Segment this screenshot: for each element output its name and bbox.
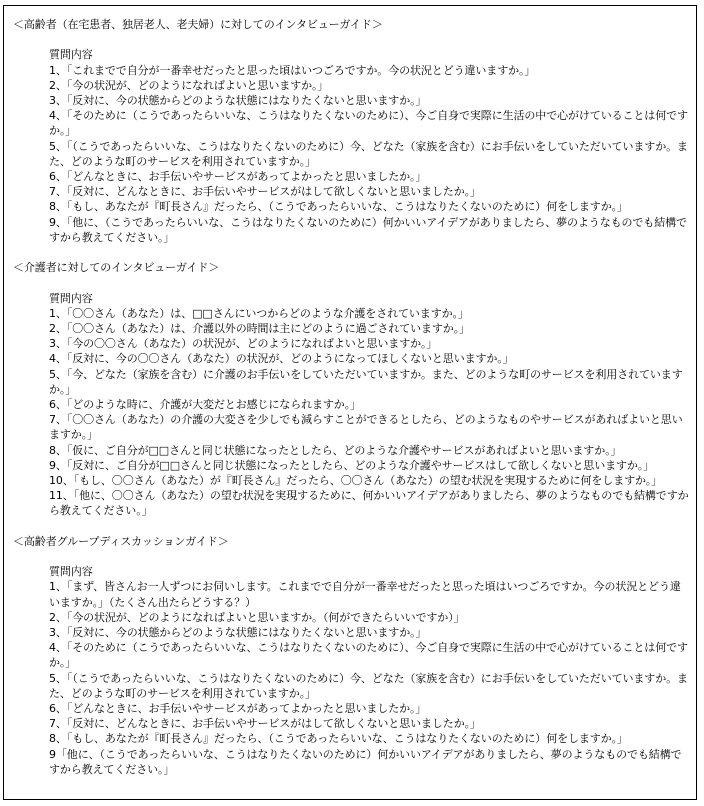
document-content bbox=[13, 17, 691, 777]
document-frame bbox=[3, 5, 697, 800]
section-heading: ＜介護者に対してのインタビューガイド＞ bbox=[13, 261, 220, 275]
question-item bbox=[13, 443, 691, 458]
question-number: 5、 bbox=[49, 367, 67, 381]
question-number: 9、 bbox=[49, 215, 67, 229]
question-item bbox=[13, 458, 691, 473]
question-item bbox=[13, 640, 691, 670]
question-item bbox=[13, 701, 691, 716]
section-elderly-group-discussion-guide bbox=[13, 534, 691, 777]
question-number: 1、 bbox=[49, 306, 67, 320]
question-text: 「どんなときに、お手伝いやサービスがあってよかったと思いましたか。」 bbox=[66, 702, 427, 716]
question-text: 「そのために（こうであったらいいな、こうはなりたくないのために）、今ご自身で実際に生活の中で心がけていることは何ですか。」 bbox=[49, 641, 688, 670]
question-item bbox=[13, 184, 691, 199]
question-item bbox=[13, 215, 691, 245]
question-number: 2、 bbox=[49, 610, 67, 624]
question-number: 7、 bbox=[49, 413, 67, 427]
question-text: 「今、どなた（家族を含む）に介護のお手伝いをしていただいていますか。また、どのような町のサービスを利用されていますか。」 bbox=[49, 367, 683, 396]
question-number: 6、 bbox=[49, 702, 67, 716]
question-text: 「他に、（こうであったらいいな、こうはなりたくないのために）何かいいアイデアがありましたら、夢のようなものでも結構ですから教えてください。」 bbox=[49, 747, 682, 776]
section-caregiver-interview-guide bbox=[13, 260, 691, 518]
question-text: 「今の〇〇さん（あなた）の状況が、どのようになればよいと思いますか。」 bbox=[66, 337, 438, 351]
question-list-label: 質問内容 bbox=[49, 48, 93, 62]
spacer bbox=[13, 32, 691, 47]
question-number: 6、 bbox=[49, 170, 67, 184]
question-text: 「そのために（こうであったらいいな、こうはなりたくないのために）、今ご自身で実際に生活の中で心がけていることは何ですか。」 bbox=[49, 109, 688, 138]
question-item bbox=[13, 671, 691, 701]
question-text: 「もし、〇〇さん（あなた）が『町長さん』だったら、〇〇さん（あなた）の望む状況を実現するために何をしますか。」 bbox=[73, 474, 663, 488]
question-number: 9、 bbox=[49, 458, 67, 472]
question-item bbox=[13, 412, 691, 442]
question-item bbox=[13, 397, 691, 412]
question-item bbox=[13, 610, 691, 625]
question-item bbox=[13, 579, 691, 609]
question-item bbox=[13, 321, 691, 336]
question-text: 「他に、〇〇さん（あなた）の望む状況を実現するために、何かいいアイデアがありましたら、夢のようなものでも結構ですから教えてください。」 bbox=[49, 489, 689, 518]
question-item bbox=[13, 367, 691, 397]
question-number: 1、 bbox=[49, 63, 67, 77]
section-elderly-interview-guide bbox=[13, 17, 691, 245]
question-number: 9 bbox=[49, 747, 56, 761]
question-text: 「反対に、今の状態からどのような状態にはなりたくないと思いますか。」 bbox=[66, 626, 427, 640]
question-item bbox=[13, 488, 691, 518]
question-item bbox=[13, 747, 691, 777]
question-text: 「もし、あなたが『町長さん』だったら、（こうであったらいいな、こうはなりたくないのために）何をしますか。」 bbox=[66, 732, 628, 746]
question-item bbox=[13, 78, 691, 93]
question-text: 「〇〇さん（あなた）は、介護以外の時間は主にどのように過ごされていますか。」 bbox=[66, 322, 471, 336]
question-item bbox=[13, 169, 691, 184]
question-number: 3、 bbox=[49, 94, 67, 107]
question-text: 「今の状況が、どのようになればよいと思いますか。」 bbox=[66, 78, 329, 92]
question-text: 「（こうであったらいいな、こうはなりたくないのために）今、どなた（家族を含む）にお手伝いをしていただいていますか。また、どのような町のサービスを利用されていますか。」 bbox=[49, 139, 688, 168]
question-item bbox=[13, 63, 691, 78]
question-number: 2、 bbox=[49, 78, 67, 92]
question-text: 「反対に、ご自分が□□さんと同じ状態になったとしたら、どのような介護やサービスはして欲しくないと思いますか。」 bbox=[66, 458, 655, 472]
question-text: 「反対に、どんなときに、お手伝いやサービスがはして欲しくないと思いましたか。」 bbox=[66, 717, 481, 731]
question-number: 4、 bbox=[49, 641, 67, 655]
question-item bbox=[13, 199, 691, 214]
question-text: 「仮に、ご自分が□□さんと同じ状態になったとしたら、どのような介護やサービスがあればよいと思いますか。」 bbox=[66, 443, 622, 457]
question-number: 1、 bbox=[49, 580, 67, 594]
question-number: 7、 bbox=[49, 717, 67, 731]
question-text: 「反対に、今の〇〇さん（あなた）の状況が、どのようになってほしくないと思いますか。」 bbox=[66, 352, 514, 366]
question-item bbox=[13, 731, 691, 746]
question-text: 「これまでで自分が一番幸せだったと思った頃はいつごろですか。今の状況とどう違いますか。」 bbox=[66, 63, 536, 77]
question-text: 「（こうであったらいいな、こうはなりたくないのために）今、どなた（家族を含む）にお手伝いをしていただいていますか。また、どのような町のサービスを利用されていますか。」 bbox=[49, 671, 688, 700]
question-number: 4、 bbox=[49, 352, 67, 366]
question-text: 「どのような時に、介護が大変だとお感じになられますか。」 bbox=[66, 398, 362, 412]
question-text: 「どんなときに、お手伝いやサービスがあってよかったと思いましたか。」 bbox=[66, 170, 427, 184]
question-number: 11、 bbox=[49, 489, 74, 503]
question-list-label: 質問内容 bbox=[49, 291, 93, 305]
question-item bbox=[13, 306, 691, 321]
question-number: 6、 bbox=[49, 398, 67, 412]
question-item bbox=[13, 625, 691, 640]
question-number: 2、 bbox=[49, 322, 67, 336]
question-number: 8、 bbox=[49, 732, 67, 746]
question-item bbox=[13, 336, 691, 351]
spacer bbox=[13, 549, 691, 564]
question-text: 「〇〇さん（あなた）は、□□さんにいつからどのような介護をされていますか。」 bbox=[66, 306, 469, 320]
question-number: 8、 bbox=[49, 443, 67, 457]
question-item bbox=[13, 716, 691, 731]
section-heading: ＜高齢者（在宅患者、独居老人、老夫婦）に対してのインタビューガイド＞ bbox=[13, 18, 383, 31]
question-item bbox=[13, 93, 691, 108]
question-item bbox=[13, 108, 691, 138]
question-text: 「もし、あなたが『町長さん』だったら、（こうであったらいいな、こうはなりたくないのために）何をしますか。」 bbox=[66, 200, 628, 214]
question-text: 「反対に、どんなときに、お手伝いやサービスがはして欲しくないと思いましたか。」 bbox=[66, 185, 481, 199]
spacer bbox=[13, 275, 691, 290]
question-text: 「〇〇さん（あなた）の介護の大変さを少しでも減らすことができるとしたら、どのようなものやサービスがあればよいと思いますか。」 bbox=[49, 413, 683, 442]
question-item bbox=[13, 351, 691, 366]
question-number: 8、 bbox=[49, 200, 67, 214]
section-heading: ＜高齢者グループディスカッションガイド＞ bbox=[13, 534, 229, 548]
question-number: 4、 bbox=[49, 109, 67, 123]
question-item bbox=[13, 473, 691, 488]
question-text: 「まず、皆さんお一人ずつにお伺いします。これまでで自分が一番幸せだったと思った頃はいつごろですか。今の状況とどう違いますか。」（たくさん出たらどうする？） bbox=[49, 580, 681, 609]
question-list-label: 質問内容 bbox=[49, 565, 93, 579]
question-number: 5、 bbox=[49, 671, 67, 685]
question-number: 7、 bbox=[49, 185, 67, 199]
question-number: 5、 bbox=[49, 139, 67, 153]
question-number: 10、 bbox=[49, 474, 74, 488]
question-text: 「今の状況が、どのようになればよいと思いますか。（何ができたらいいですか）」 bbox=[66, 610, 465, 624]
question-number: 3、 bbox=[49, 337, 67, 351]
question-number: 3、 bbox=[49, 626, 67, 640]
question-text: 「反対に、今の状態からどのような状態にはなりたくないと思いますか。」 bbox=[66, 94, 427, 107]
question-text: 「他に、（こうであったらいいな、こうはなりたくないのために）何かいいアイデアがありましたら、夢のようなものでも結構ですから教えてください。」 bbox=[49, 215, 687, 244]
question-item bbox=[13, 139, 691, 169]
